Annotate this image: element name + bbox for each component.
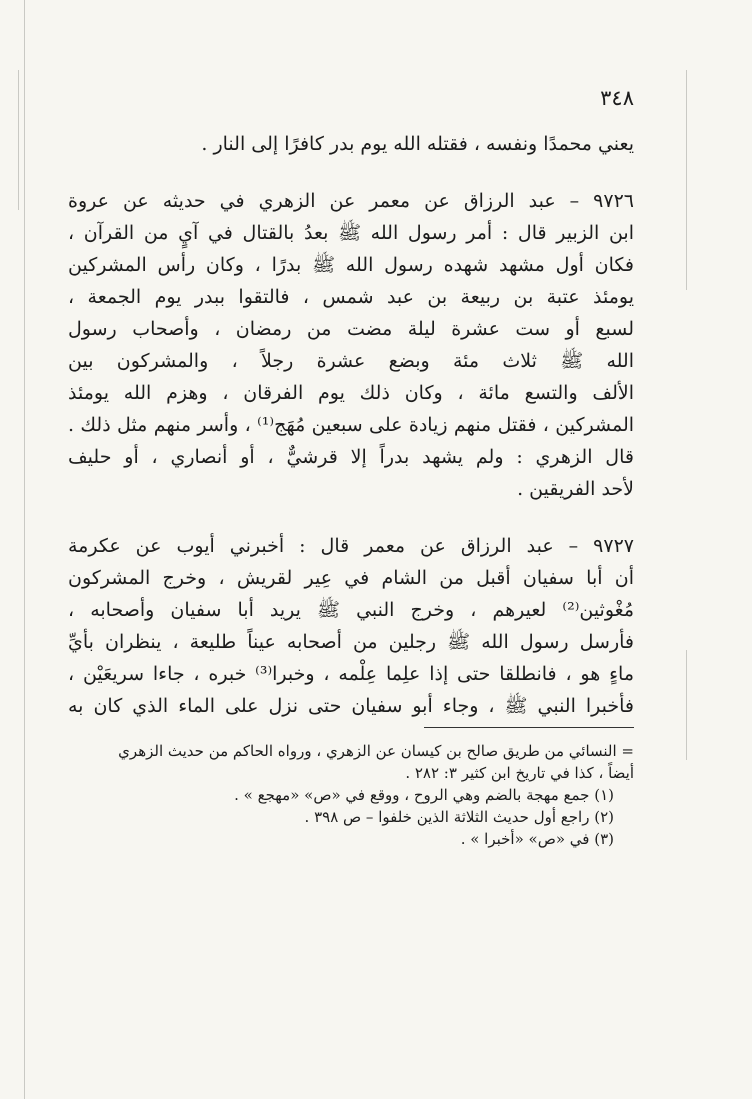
- footnote-separator: [424, 727, 634, 728]
- text-line: لسبع أو ست عشرة ليلة مضت من رمضان ، وأصحاب رسول: [68, 318, 634, 340]
- text-line: أن أبا سفيان أقبل من الشام في عِير لقريش ، وخرج المشركون: [68, 567, 634, 589]
- footnote-line: (٣) في «ص» «أخبرا » .: [460, 830, 614, 848]
- footnote-line: (٢) راجع أول حديث الثلاثة الذين خلفوا – ص ٣٩٨ .: [304, 808, 614, 826]
- text-line: قال الزهري : ولم يشهد بدراً إلا قرشيٌّ ، أو أنصاري ، أو حليف: [68, 446, 634, 468]
- text-line: ماءٍ هو ، فانطلقا حتى إذا علِما عِلْمه ، وخبرا⁽³⁾ خبره ، جاءا سريعَيْن ،: [68, 663, 635, 685]
- text-line: المشركين ، فقتل منهم زيادة على سبعين مُهَج⁽¹⁾ ، وأسر منهم مثل ذلك .: [68, 414, 635, 436]
- footnote-line: (١) جمع مهجة بالضم وهي الروح ، ووقع في «ص» «مهجع » .: [234, 786, 614, 804]
- text-line: لأحد الفريقين .: [517, 478, 634, 500]
- text-line: فكان أول مشهد شهده رسول الله ﷺ بدرًا ، وكان رأس المشركين: [68, 254, 634, 276]
- text-line: ٩٧٢٦ – عبد الرزاق عن معمر عن الزهري في حديثه عن عروة: [68, 190, 634, 212]
- scan-edge-line: [686, 650, 687, 760]
- continuation-line: يعني محمدًا ونفسه ، فقتله الله يوم بدر كافرًا إلى النار .: [201, 133, 634, 155]
- footnote-line: = النسائي من طريق صالح بن كيسان عن الزهري ، ورواه الحاكم من حديث الزهري: [118, 742, 634, 760]
- text-line: فأرسل رسول الله ﷺ رجلين من أصحابه عيناً طليعة ، ينظران بأيِّ: [68, 631, 634, 653]
- footnotes: [68, 740, 634, 850]
- text-line: ٩٧٢٧ – عبد الرزاق عن معمر قال : أخبرني أيوب عن عكرمة: [68, 535, 634, 557]
- page-number: ٣٤٨: [600, 86, 634, 110]
- text-line: الله ﷺ ثلاث مئة وبضع عشرة رجلاً ، والمشركون بين: [68, 350, 634, 372]
- text-line: مُغْوثين⁽²⁾ لعيرهم ، وخرج النبي ﷺ يريد أبا سفيان وأصحابه ،: [68, 599, 634, 621]
- scan-edge-line: [18, 70, 19, 210]
- text-line: يومئذ عتبة بن ربيعة بن عبد شمس ، فالتقوا ببدر يوم الجمعة ،: [68, 286, 634, 308]
- hadith-9727: [68, 530, 634, 722]
- text-line: الألف والتسع مائة ، وكان ذلك يوم الفرقان ، وهزم الله يومئذ: [68, 382, 634, 404]
- footnote-line: أيضاً ، كذا في تاريخ ابن كثير ٣: ٢٨٢ .: [405, 764, 634, 782]
- scan-edge-line: [24, 0, 25, 1099]
- text-line: فأخبرا النبي ﷺ ، وجاء أبو سفيان حتى نزل على الماء الذي كان به: [68, 695, 634, 717]
- scan-edge-line: [686, 70, 687, 290]
- book-page: [68, 86, 634, 850]
- text-line: ابن الزبير قال : أمر رسول الله ﷺ بعدُ بالقتال في آيٍ من القرآن ،: [68, 222, 634, 244]
- hadith-9726: [68, 185, 634, 505]
